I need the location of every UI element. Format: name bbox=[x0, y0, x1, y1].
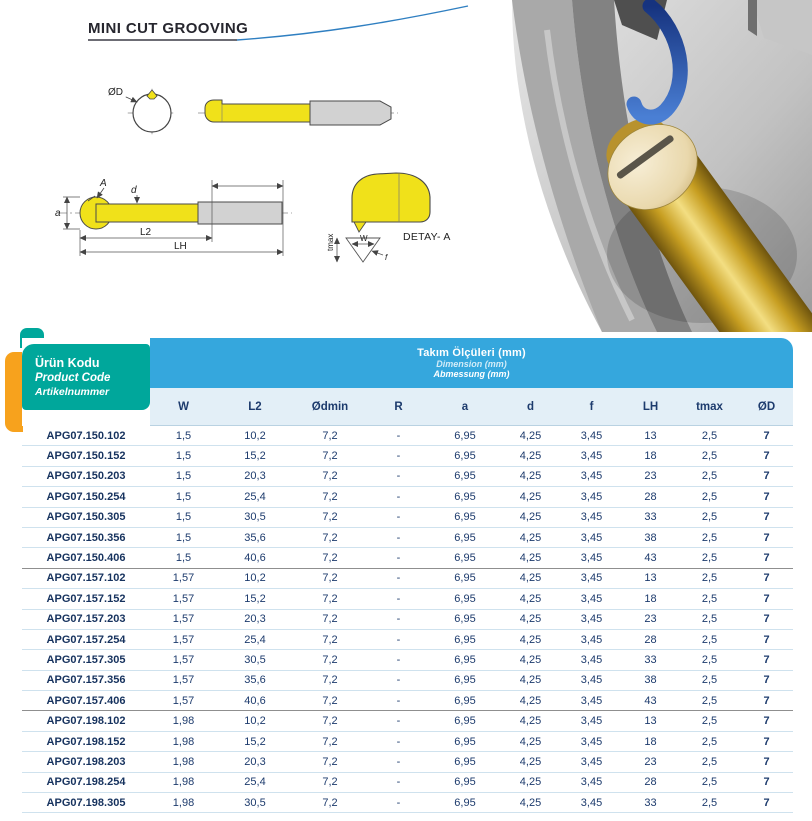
value-cell: 3,45 bbox=[561, 793, 622, 813]
value-cell: 33 bbox=[622, 650, 679, 670]
value-cell: 7 bbox=[740, 467, 793, 487]
bookmark-tab-orange bbox=[5, 352, 23, 432]
table-row bbox=[22, 732, 793, 752]
value-cell: 7,2 bbox=[293, 691, 367, 711]
value-cell: 23 bbox=[622, 752, 679, 772]
product-code-cell: APG07.198.203 bbox=[22, 752, 150, 772]
value-cell: 4,25 bbox=[500, 671, 561, 691]
value-cell: 3,45 bbox=[561, 773, 622, 793]
product-table-section bbox=[22, 338, 793, 813]
value-cell: 1,57 bbox=[150, 569, 217, 589]
dimensioned-view-drawing bbox=[55, 178, 292, 256]
value-cell: 1,98 bbox=[150, 752, 217, 772]
value-cell: 1,98 bbox=[150, 732, 217, 752]
product-code-cell: APG07.157.356 bbox=[22, 671, 150, 691]
table-row bbox=[22, 446, 793, 466]
title-underline bbox=[88, 6, 468, 40]
value-cell: 30,5 bbox=[217, 793, 293, 813]
value-cell: 20,3 bbox=[217, 610, 293, 630]
value-cell: - bbox=[367, 569, 430, 589]
label-od: ØD bbox=[108, 87, 123, 98]
value-cell: 4,25 bbox=[500, 508, 561, 528]
product-code-cell: APG07.198.305 bbox=[22, 793, 150, 813]
value-cell: 4,25 bbox=[500, 548, 561, 568]
column-header-a: a bbox=[430, 388, 500, 426]
detail-view-drawing bbox=[326, 173, 451, 262]
label-f: f bbox=[385, 253, 388, 262]
value-cell: 2,5 bbox=[679, 569, 740, 589]
value-cell: 2,5 bbox=[679, 426, 740, 446]
value-cell: 20,3 bbox=[217, 752, 293, 772]
value-cell: - bbox=[367, 691, 430, 711]
value-cell: 15,2 bbox=[217, 589, 293, 609]
product-code-cell: APG07.150.254 bbox=[22, 487, 150, 507]
detail-caption: DETAY- A bbox=[403, 231, 451, 243]
value-cell: 4,25 bbox=[500, 711, 561, 731]
value-cell: 7 bbox=[740, 650, 793, 670]
value-cell: - bbox=[367, 528, 430, 548]
table-row bbox=[22, 548, 793, 568]
value-cell: 4,25 bbox=[500, 610, 561, 630]
product-code-cell: APG07.150.102 bbox=[22, 426, 150, 446]
value-cell: - bbox=[367, 650, 430, 670]
column-header-d: ØD bbox=[740, 388, 793, 426]
value-cell: 7 bbox=[740, 610, 793, 630]
value-cell: 4,25 bbox=[500, 446, 561, 466]
technical-drawings-and-render bbox=[0, 0, 812, 332]
value-cell: - bbox=[367, 446, 430, 466]
value-cell: - bbox=[367, 589, 430, 609]
value-cell: 1,5 bbox=[150, 487, 217, 507]
value-cell: 7,2 bbox=[293, 467, 367, 487]
value-cell: 7,2 bbox=[293, 773, 367, 793]
label-d: d bbox=[131, 185, 137, 196]
value-cell: 2,5 bbox=[679, 467, 740, 487]
value-cell: 1,57 bbox=[150, 630, 217, 650]
value-cell: 43 bbox=[622, 548, 679, 568]
code-header-line-tr: Ürün Kodu bbox=[35, 356, 100, 370]
value-cell: - bbox=[367, 548, 430, 568]
value-cell: 6,95 bbox=[430, 589, 500, 609]
label-a: a bbox=[55, 208, 61, 219]
value-cell: 3,45 bbox=[561, 650, 622, 670]
product-code-cell: APG07.157.152 bbox=[22, 589, 150, 609]
value-cell: 7 bbox=[740, 752, 793, 772]
value-cell: 28 bbox=[622, 773, 679, 793]
value-cell: 7,2 bbox=[293, 548, 367, 568]
value-cell: 7 bbox=[740, 630, 793, 650]
table-row bbox=[22, 467, 793, 487]
value-cell: 2,5 bbox=[679, 508, 740, 528]
value-cell: 43 bbox=[622, 691, 679, 711]
value-cell: 2,5 bbox=[679, 691, 740, 711]
value-cell: 4,25 bbox=[500, 732, 561, 752]
value-cell: 7,2 bbox=[293, 508, 367, 528]
table-row bbox=[22, 487, 793, 507]
value-cell: 35,6 bbox=[217, 528, 293, 548]
value-cell: - bbox=[367, 732, 430, 752]
table-row bbox=[22, 610, 793, 630]
value-cell: 7 bbox=[740, 487, 793, 507]
label-lh: LH bbox=[174, 241, 187, 252]
value-cell: 7,2 bbox=[293, 732, 367, 752]
value-cell: 2,5 bbox=[679, 487, 740, 507]
value-cell: 7,2 bbox=[293, 446, 367, 466]
value-cell: 7,2 bbox=[293, 793, 367, 813]
value-cell: 1,57 bbox=[150, 691, 217, 711]
value-cell: 6,95 bbox=[430, 508, 500, 528]
value-cell: - bbox=[367, 773, 430, 793]
value-cell: 40,6 bbox=[217, 548, 293, 568]
value-cell: 23 bbox=[622, 467, 679, 487]
table-row bbox=[22, 773, 793, 793]
value-cell: 6,95 bbox=[430, 752, 500, 772]
value-cell: 6,95 bbox=[430, 426, 500, 446]
value-cell: 1,98 bbox=[150, 773, 217, 793]
value-cell: 7 bbox=[740, 548, 793, 568]
value-cell: 2,5 bbox=[679, 446, 740, 466]
value-cell: 6,95 bbox=[430, 569, 500, 589]
value-cell: 25,4 bbox=[217, 773, 293, 793]
value-cell: 10,2 bbox=[217, 426, 293, 446]
value-cell: 33 bbox=[622, 793, 679, 813]
value-cell: 6,95 bbox=[430, 467, 500, 487]
value-cell: 2,5 bbox=[679, 528, 740, 548]
value-cell: 40,6 bbox=[217, 691, 293, 711]
table-row bbox=[22, 528, 793, 548]
value-cell: 1,5 bbox=[150, 528, 217, 548]
value-cell: 1,5 bbox=[150, 548, 217, 568]
blue-swoosh-line bbox=[237, 6, 468, 40]
value-cell: 6,95 bbox=[430, 732, 500, 752]
product-code-cell: APG07.198.102 bbox=[22, 711, 150, 731]
value-cell: 18 bbox=[622, 732, 679, 752]
table-row bbox=[22, 752, 793, 772]
table-row bbox=[22, 508, 793, 528]
table-row bbox=[22, 426, 793, 446]
value-cell: 6,95 bbox=[430, 691, 500, 711]
value-cell: 3,45 bbox=[561, 610, 622, 630]
column-header-lh: LH bbox=[622, 388, 679, 426]
label-w: W bbox=[360, 234, 368, 243]
dim-header-line-en: Dimension (mm) bbox=[436, 359, 507, 369]
table-row bbox=[22, 569, 793, 589]
value-cell: 28 bbox=[622, 487, 679, 507]
value-cell: 6,95 bbox=[430, 671, 500, 691]
value-cell: 10,2 bbox=[217, 569, 293, 589]
value-cell: 20,3 bbox=[217, 467, 293, 487]
value-cell: - bbox=[367, 752, 430, 772]
product-code-cell: APG07.150.305 bbox=[22, 508, 150, 528]
value-cell: 7 bbox=[740, 426, 793, 446]
product-code-cell: APG07.150.406 bbox=[22, 548, 150, 568]
value-cell: 3,45 bbox=[561, 446, 622, 466]
value-cell: 6,95 bbox=[430, 650, 500, 670]
value-cell: 3,45 bbox=[561, 630, 622, 650]
value-cell: 4,25 bbox=[500, 773, 561, 793]
value-cell: 7,2 bbox=[293, 711, 367, 731]
product-code-cell: APG07.150.152 bbox=[22, 446, 150, 466]
dimensions-header bbox=[150, 338, 793, 388]
value-cell: 3,45 bbox=[561, 732, 622, 752]
value-cell: 3,45 bbox=[561, 528, 622, 548]
value-cell: 6,95 bbox=[430, 711, 500, 731]
value-cell: 3,45 bbox=[561, 487, 622, 507]
value-cell: 3,45 bbox=[561, 711, 622, 731]
value-cell: 6,95 bbox=[430, 487, 500, 507]
value-cell: 6,95 bbox=[430, 630, 500, 650]
value-cell: 7 bbox=[740, 569, 793, 589]
value-cell: 4,25 bbox=[500, 793, 561, 813]
product-code-cell: APG07.157.203 bbox=[22, 610, 150, 630]
value-cell: 3,45 bbox=[561, 508, 622, 528]
side-view-drawing bbox=[198, 100, 398, 125]
value-cell: 1,5 bbox=[150, 467, 217, 487]
table-row bbox=[22, 630, 793, 650]
value-cell: 7,2 bbox=[293, 610, 367, 630]
value-cell: 2,5 bbox=[679, 650, 740, 670]
value-cell: 2,5 bbox=[679, 793, 740, 813]
value-cell: 7,2 bbox=[293, 589, 367, 609]
value-cell: 1,98 bbox=[150, 793, 217, 813]
value-cell: 7 bbox=[740, 528, 793, 548]
label-l2: L2 bbox=[140, 227, 152, 238]
value-cell: 33 bbox=[622, 508, 679, 528]
column-header-w: W bbox=[150, 388, 217, 426]
value-cell: 6,95 bbox=[430, 610, 500, 630]
value-cell: 38 bbox=[622, 671, 679, 691]
value-cell: 1,57 bbox=[150, 650, 217, 670]
value-cell: 38 bbox=[622, 528, 679, 548]
value-cell: 1,57 bbox=[150, 589, 217, 609]
value-cell: 7,2 bbox=[293, 569, 367, 589]
value-cell: 7,2 bbox=[293, 630, 367, 650]
table-row bbox=[22, 691, 793, 711]
value-cell: - bbox=[367, 426, 430, 446]
value-cell: 7 bbox=[740, 793, 793, 813]
product-code-cell: APG07.198.152 bbox=[22, 732, 150, 752]
product-code-cell: APG07.157.406 bbox=[22, 691, 150, 711]
3d-render bbox=[512, 0, 812, 332]
value-cell: 15,2 bbox=[217, 446, 293, 466]
value-cell: 2,5 bbox=[679, 630, 740, 650]
column-header-tmax: tmax bbox=[679, 388, 740, 426]
value-cell: - bbox=[367, 630, 430, 650]
front-view-drawing bbox=[108, 87, 176, 137]
value-cell: 4,25 bbox=[500, 752, 561, 772]
value-cell: 3,45 bbox=[561, 752, 622, 772]
value-cell: 4,25 bbox=[500, 569, 561, 589]
product-code-header-box bbox=[22, 344, 150, 410]
value-cell: 1,57 bbox=[150, 610, 217, 630]
value-cell: 4,25 bbox=[500, 650, 561, 670]
value-cell: 2,5 bbox=[679, 610, 740, 630]
table-row bbox=[22, 650, 793, 670]
value-cell: 10,2 bbox=[217, 711, 293, 731]
value-cell: 1,5 bbox=[150, 508, 217, 528]
value-cell: 35,6 bbox=[217, 671, 293, 691]
value-cell: 1,57 bbox=[150, 671, 217, 691]
value-cell: 13 bbox=[622, 711, 679, 731]
product-code-cell: APG07.150.356 bbox=[22, 528, 150, 548]
value-cell: 6,95 bbox=[430, 528, 500, 548]
insert-tip-mark bbox=[147, 90, 157, 99]
label-detail-a: A bbox=[100, 178, 107, 189]
value-cell: 4,25 bbox=[500, 426, 561, 446]
value-cell: 15,2 bbox=[217, 732, 293, 752]
column-header-f: f bbox=[561, 388, 622, 426]
value-cell: 6,95 bbox=[430, 548, 500, 568]
value-cell: 23 bbox=[622, 610, 679, 630]
column-header-dmin: Ødmin bbox=[293, 388, 367, 426]
value-cell: 7,2 bbox=[293, 487, 367, 507]
table-row bbox=[22, 671, 793, 691]
value-cell: 6,95 bbox=[430, 793, 500, 813]
value-cell: 7 bbox=[740, 732, 793, 752]
value-cell: 25,4 bbox=[217, 487, 293, 507]
value-cell: 7 bbox=[740, 691, 793, 711]
value-cell: 4,25 bbox=[500, 467, 561, 487]
value-cell: 3,45 bbox=[561, 426, 622, 446]
value-cell: 7 bbox=[740, 589, 793, 609]
product-code-cell: APG07.157.102 bbox=[22, 569, 150, 589]
product-code-cell: APG07.157.254 bbox=[22, 630, 150, 650]
value-cell: 30,5 bbox=[217, 650, 293, 670]
value-cell: - bbox=[367, 671, 430, 691]
value-cell: 6,95 bbox=[430, 446, 500, 466]
value-cell: 7 bbox=[740, 773, 793, 793]
value-cell: 3,45 bbox=[561, 467, 622, 487]
value-cell: 2,5 bbox=[679, 671, 740, 691]
column-header-l2: L2 bbox=[217, 388, 293, 426]
value-cell: - bbox=[367, 610, 430, 630]
product-table bbox=[22, 338, 793, 813]
value-cell: 7,2 bbox=[293, 752, 367, 772]
value-cell: 4,25 bbox=[500, 691, 561, 711]
value-cell: 1,5 bbox=[150, 426, 217, 446]
value-cell: - bbox=[367, 793, 430, 813]
value-cell: 7 bbox=[740, 711, 793, 731]
value-cell: 2,5 bbox=[679, 548, 740, 568]
value-cell: 25,4 bbox=[217, 630, 293, 650]
value-cell: 18 bbox=[622, 446, 679, 466]
value-cell: 7 bbox=[740, 508, 793, 528]
table-body bbox=[22, 426, 793, 813]
value-cell: 28 bbox=[622, 630, 679, 650]
value-cell: 7,2 bbox=[293, 528, 367, 548]
value-cell: 3,45 bbox=[561, 548, 622, 568]
product-code-cell: APG07.157.305 bbox=[22, 650, 150, 670]
value-cell: 18 bbox=[622, 589, 679, 609]
value-cell: - bbox=[367, 711, 430, 731]
value-cell: - bbox=[367, 467, 430, 487]
value-cell: 3,45 bbox=[561, 691, 622, 711]
value-cell: 2,5 bbox=[679, 711, 740, 731]
value-cell: 4,25 bbox=[500, 589, 561, 609]
value-cell: 3,45 bbox=[561, 671, 622, 691]
value-cell: 13 bbox=[622, 426, 679, 446]
code-header-line-de: Artikelnummer bbox=[35, 386, 110, 398]
value-cell: 30,5 bbox=[217, 508, 293, 528]
dim-header-line-tr: Takım Ölçüleri (mm) bbox=[417, 347, 526, 359]
column-header-r: R bbox=[367, 388, 430, 426]
table-row bbox=[22, 793, 793, 813]
code-header-line-en: Product Code bbox=[35, 372, 111, 384]
value-cell: 4,25 bbox=[500, 528, 561, 548]
value-cell: 2,5 bbox=[679, 589, 740, 609]
value-cell: 7 bbox=[740, 671, 793, 691]
value-cell: 7,2 bbox=[293, 671, 367, 691]
value-cell: 2,5 bbox=[679, 732, 740, 752]
product-code-header bbox=[22, 338, 150, 426]
product-code-cell: APG07.150.203 bbox=[22, 467, 150, 487]
value-cell: - bbox=[367, 508, 430, 528]
table-row bbox=[22, 589, 793, 609]
value-cell: 1,5 bbox=[150, 446, 217, 466]
table-row bbox=[22, 711, 793, 731]
value-cell: - bbox=[367, 487, 430, 507]
value-cell: 2,5 bbox=[679, 752, 740, 772]
value-cell: 3,45 bbox=[561, 569, 622, 589]
value-cell: 4,25 bbox=[500, 487, 561, 507]
value-cell: 6,95 bbox=[430, 773, 500, 793]
label-tmax: tmax bbox=[326, 233, 335, 251]
column-header-d: d bbox=[500, 388, 561, 426]
value-cell: 7,2 bbox=[293, 426, 367, 446]
value-cell: 13 bbox=[622, 569, 679, 589]
page-title: MINI CUT GROOVING bbox=[88, 20, 249, 37]
value-cell: 7,2 bbox=[293, 650, 367, 670]
value-cell: 7 bbox=[740, 446, 793, 466]
dim-header-line-de: Abmessung (mm) bbox=[433, 369, 510, 379]
product-code-cell: APG07.198.254 bbox=[22, 773, 150, 793]
value-cell: 4,25 bbox=[500, 630, 561, 650]
value-cell: 1,98 bbox=[150, 711, 217, 731]
value-cell: 3,45 bbox=[561, 589, 622, 609]
value-cell: 2,5 bbox=[679, 773, 740, 793]
